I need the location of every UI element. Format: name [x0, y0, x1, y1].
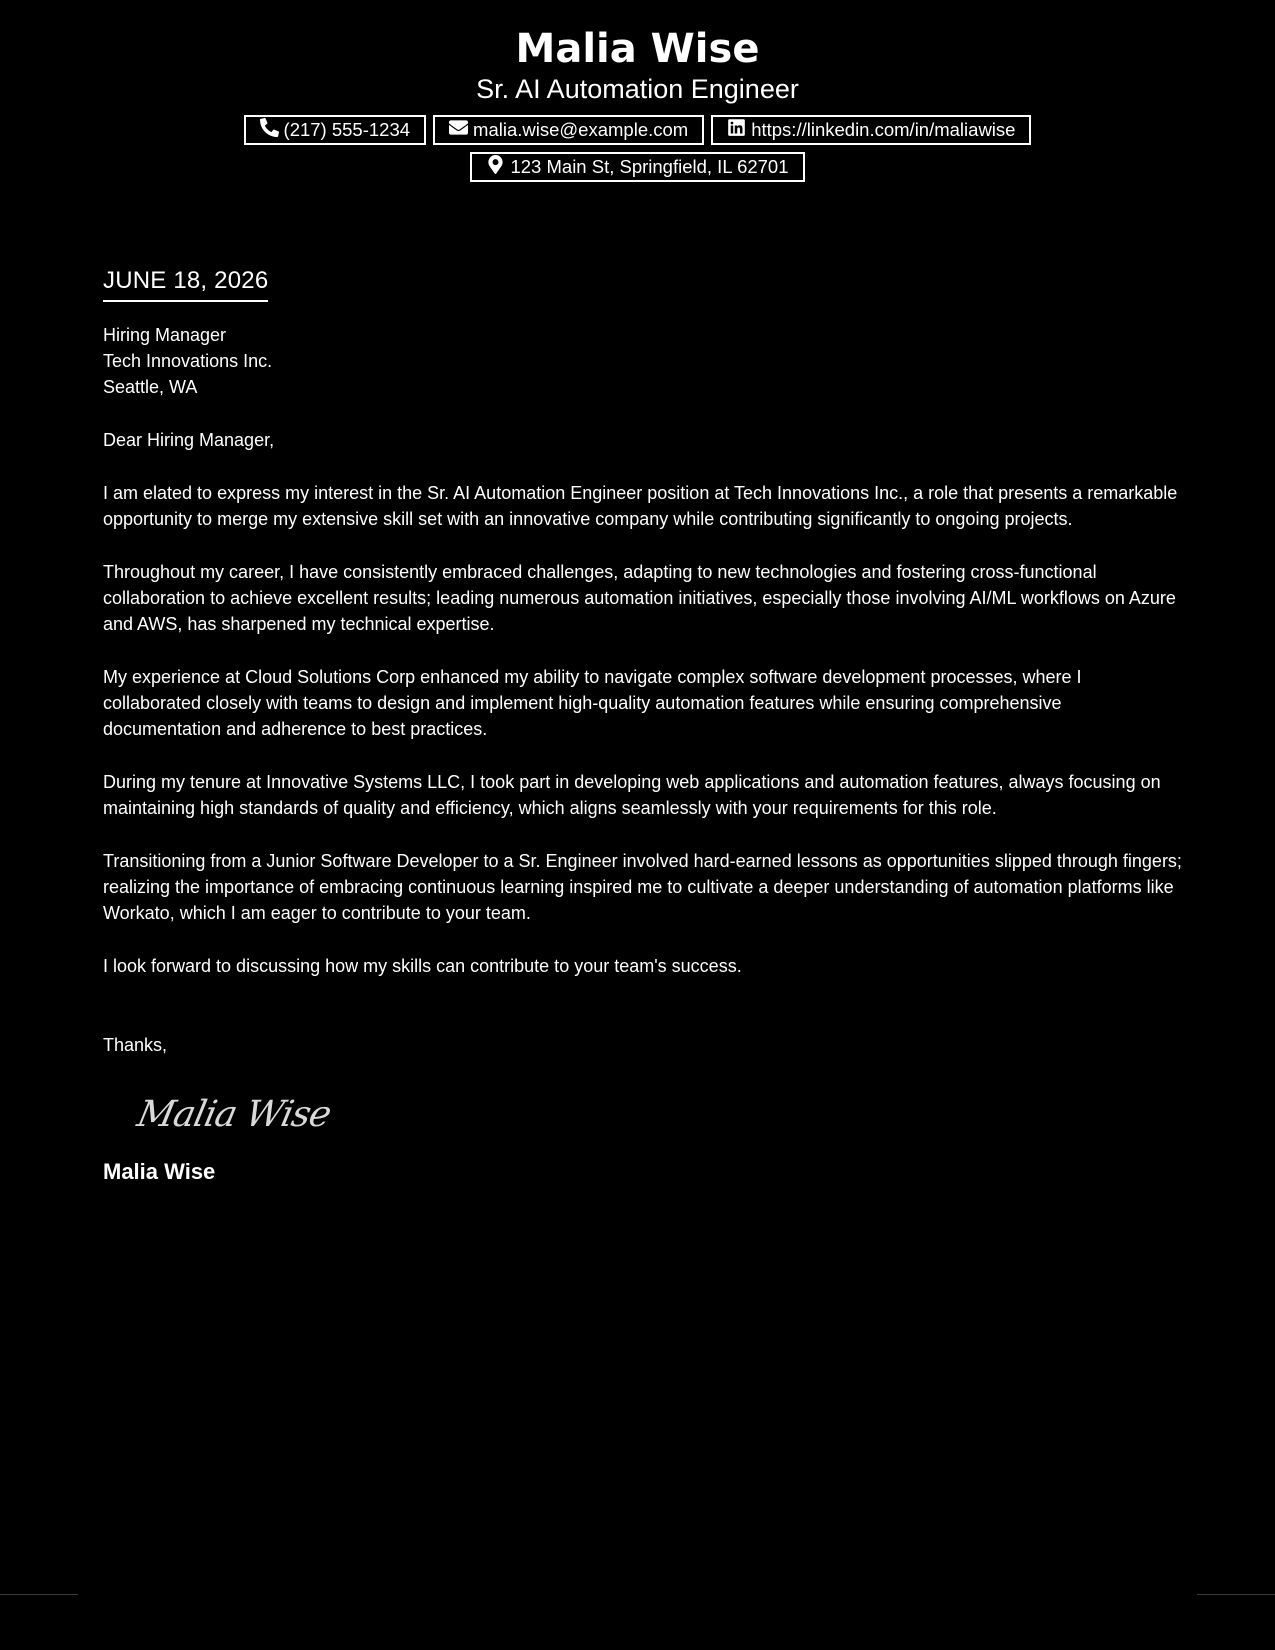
contact-row-primary	[0, 115, 1275, 145]
body-paragraph: I am elated to express my interest in the Sr. AI Automation Engineer position at Tech Innovations Inc., a role that presents a remarkable opportunity to merge my extensive skill set with an innovative company while contributing significantly to ongoing projects.	[103, 483, 1178, 529]
recipient-line: Hiring Manager	[103, 325, 227, 345]
letter-date: JUNE 18, 2026	[103, 266, 268, 302]
contact-email-text: malia.wise@example.com	[473, 119, 689, 140]
contact-phone[interactable]	[244, 115, 427, 145]
linkedin-icon	[727, 118, 746, 142]
sender-name: Malia Wise	[515, 26, 760, 72]
contact-linkedin-text: https://linkedin.com/in/maliawise	[751, 119, 1016, 140]
signature-image	[133, 1082, 363, 1142]
salutation: Dear Hiring Manager,	[103, 430, 275, 450]
contact-phone-text: (217) 555-1234	[283, 119, 411, 140]
signoff-name: Malia Wise	[103, 1159, 216, 1184]
contact-address[interactable]	[470, 152, 804, 182]
phone-icon	[260, 118, 279, 142]
closing: Thanks,	[103, 1035, 168, 1055]
signature	[133, 1082, 1183, 1142]
letter-header	[0, 22, 1275, 182]
contact-linkedin[interactable]	[711, 115, 1031, 145]
body-paragraph: I look forward to discussing how my skills can contribute to your team's success.	[103, 956, 742, 976]
recipient-block	[103, 322, 1183, 400]
envelope-icon	[449, 118, 468, 142]
sender-title: Sr. AI Automation Engineer	[476, 74, 799, 104]
body-paragraph: Throughout my career, I have consistently embraced challenges, adapting to new technologies and fostering cross-functional collaboration to achieve excellent results; leading numerous automation initiatives, especially those involving AI/ML workflows on Azure and AWS, has sharpened my technical expertise.	[103, 562, 1176, 634]
body-paragraph: Transitioning from a Junior Software Developer to a Sr. Engineer involved hard-earned lessons as opportunities slipped through fingers; realizing the importance of embracing continuous learning inspired me to cultivate a deeper understanding of automation platforms like Workato, which I am eager to contribute to your team.	[103, 851, 1182, 923]
contact-row-secondary	[0, 152, 1275, 182]
contact-address-text: 123 Main St, Springfield, IL 62701	[510, 156, 789, 177]
recipient-line: Tech Innovations Inc.	[103, 351, 273, 371]
map-pin-icon	[486, 155, 505, 179]
body-paragraph: During my tenure at Innovative Systems LLC, I took part in developing web applications and automation features, always focusing on maintaining high standards of quality and efficiency, which aligns seamlessly with your requirements for this role.	[103, 772, 1161, 818]
signature-text: Malia Wise	[133, 1092, 335, 1135]
recipient-line: Seattle, WA	[103, 377, 198, 397]
footer-rule-right	[1197, 1594, 1275, 1595]
contact-email[interactable]	[433, 115, 704, 145]
footer-rule-left	[0, 1594, 78, 1595]
letter-body	[103, 266, 1183, 1186]
body-paragraph: My experience at Cloud Solutions Corp enhanced my ability to navigate complex software development processes, where I collaborated closely with teams to design and implement high-quality automation features while ensuring comprehensive documentation and adherence to best practices.	[103, 667, 1082, 739]
